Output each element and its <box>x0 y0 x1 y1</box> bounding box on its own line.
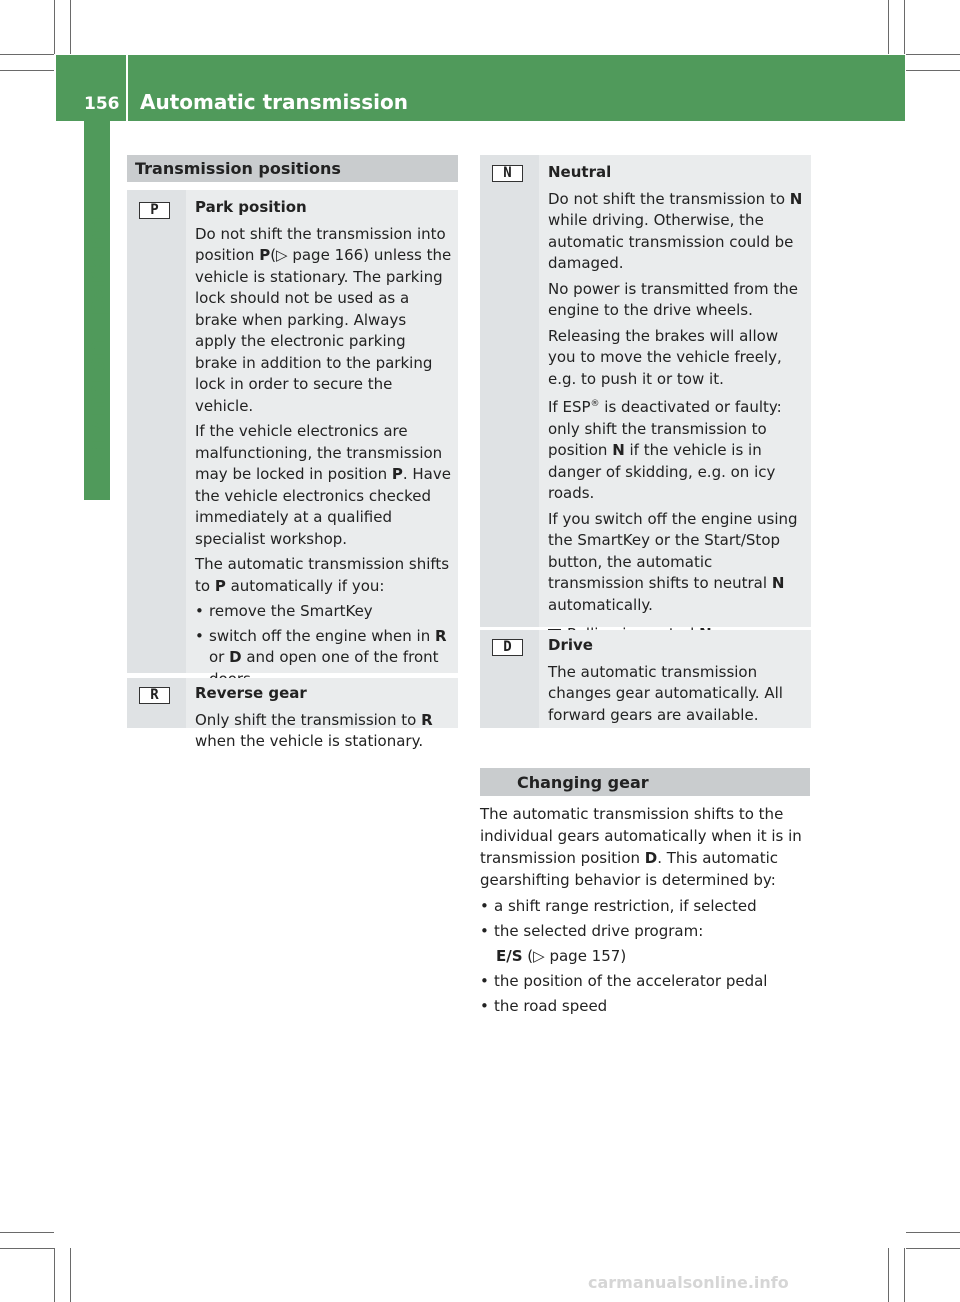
paragraph: Only shift the transmission to R when the vehicle is stationary. <box>195 710 433 750</box>
crop-mark <box>54 0 55 54</box>
paragraph: Releasing the brakes will allow you to move the vehicle freely, e.g. to push it or tow it. <box>548 326 782 388</box>
crop-mark <box>904 0 905 54</box>
description-cell <box>539 630 811 728</box>
symbol-cell <box>127 678 186 728</box>
crop-mark <box>906 54 960 55</box>
row-title: Drive <box>548 636 593 654</box>
gear-p-icon: P <box>139 202 170 219</box>
list-item: • the selected drive program: <box>480 922 704 940</box>
crop-mark <box>906 70 960 71</box>
crop-mark <box>0 1248 54 1249</box>
table-row-drive <box>480 630 811 728</box>
section-title: Automatic transmission <box>140 90 408 114</box>
gear-n-icon: N <box>492 165 523 182</box>
subsection-title: Changing gear <box>517 772 649 792</box>
paragraph: If you switch off the engine using the SmartKey or the Start/Stop button, the automatic transmission shifts to neutral N automatically. <box>548 509 798 614</box>
paragraph: The automatic transmission changes gear automatically. All forward gears are available. <box>548 662 783 724</box>
row-title: Park position <box>195 198 307 216</box>
header-divider <box>126 55 128 121</box>
list-item: • switch off the engine when in R or D and open one of the front <box>195 626 452 691</box>
crop-mark <box>54 1248 55 1302</box>
rich-bullet: switch off the engine when in R or D and open one of the front <box>209 626 447 666</box>
changing-gear-body <box>480 803 810 1020</box>
page-number: 156 <box>84 94 120 114</box>
row-title: Reverse gear <box>195 684 307 702</box>
table-row-park <box>127 190 458 673</box>
row-title: Neutral <box>548 163 612 181</box>
paragraph: No power is transmitted from the engine to the drive wheels. <box>548 279 798 319</box>
description-cell <box>186 678 458 750</box>
paragraph: If ESP® is deactivated or faulty: only shift the transmission to position N if the vehicle is in danger of skidding, e.g. on icy roads. <box>548 398 782 502</box>
symbol-cell <box>127 190 186 673</box>
table-header <box>127 155 458 182</box>
crop-mark <box>888 1248 889 1302</box>
table-title: Transmission positions <box>135 159 341 178</box>
list-item: • the road speed <box>480 997 608 1015</box>
crop-mark <box>888 0 889 54</box>
crop-mark <box>0 1232 54 1233</box>
chapter-label: Driving and parking <box>84 216 110 474</box>
crop-mark <box>0 70 54 71</box>
crop-mark <box>70 0 71 54</box>
list-item: • remove the SmartKey <box>195 602 373 620</box>
crop-mark <box>906 1248 960 1249</box>
crop-mark <box>906 1232 960 1233</box>
paragraph: Do not shift the transmission to N while driving. Otherwise, the automatic transmission could be damaged. <box>548 189 803 272</box>
table-row-neutral <box>480 155 811 627</box>
symbol-cell <box>480 155 539 627</box>
list-item: • a shift range restriction, if selected <box>480 897 757 915</box>
paragraph: The automatic transmission shifts to the individual gears automatically when it is in transmission position D. This automatic gearshifting behavior is determined by: <box>480 805 802 889</box>
page-reference: E/S (▷ page 157) <box>496 947 627 965</box>
changing-gear-header <box>480 768 810 796</box>
symbol-cell <box>480 630 539 728</box>
gear-d-icon: D <box>492 639 523 656</box>
crop-mark <box>70 1248 71 1302</box>
crop-mark <box>0 54 54 55</box>
list-item: • the position of the accelerator pedal <box>480 972 768 990</box>
crop-mark <box>904 1248 905 1302</box>
table-row-reverse <box>127 678 458 750</box>
gear-r-icon: R <box>139 687 170 704</box>
description-cell <box>539 155 811 627</box>
paragraph: If the vehicle electronics are malfunctioning, the transmission may be locked in position P. Have the vehicle electronics checked immediately at a qualified specialist workshop. <box>195 422 451 548</box>
watermark: carmanualsonline.info <box>588 1273 789 1292</box>
paragraph: Do not shift the transmission into position P(▷ page 166) unless the vehicle is stationary. The parking lock should not be used as a brake when parking. Always apply the electronic parking brake in addition to the parking lock in order to secure the vehicle. <box>195 224 452 415</box>
paragraph: The automatic transmission shifts to P automatically if you: <box>195 555 450 595</box>
description-cell <box>186 190 458 673</box>
